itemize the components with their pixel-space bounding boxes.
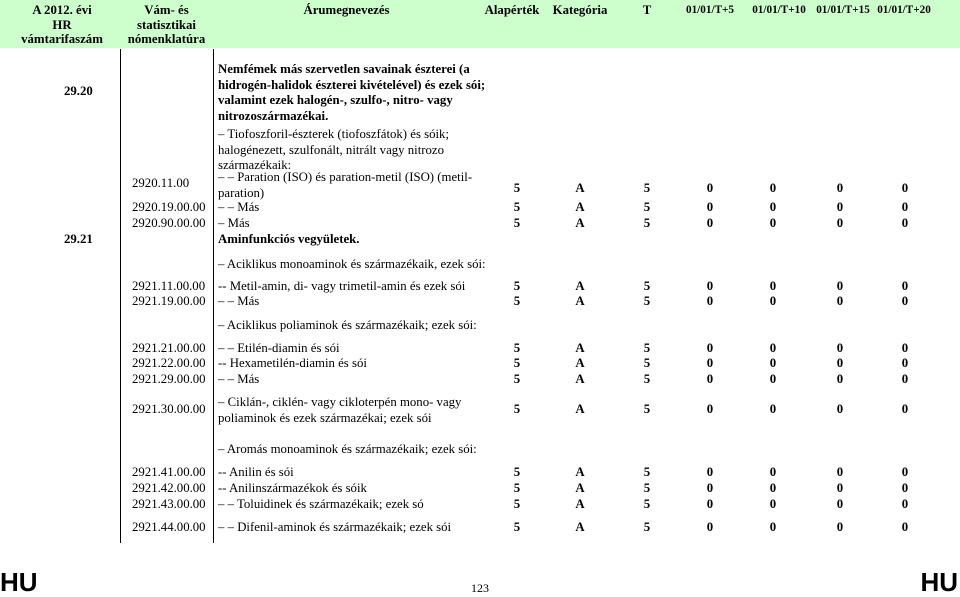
header-hs-code-line: A 2012. évi (32, 3, 92, 17)
category: A (575, 465, 585, 479)
tariff-row (0, 497, 960, 513)
description-line: – – Toluidinek és származékaik; ezek só (218, 497, 424, 511)
rate-t10: 0 (769, 279, 777, 293)
description-line: valamint ezek halogén-, szulfo-, nitro- vagy (218, 93, 453, 107)
header-t5: 01/01/T+5 (685, 4, 735, 16)
description-line: -- Anilinszármazékok és sóik (218, 481, 367, 495)
rate-t: 5 (643, 181, 651, 195)
header-t15: 01/01/T+15 (816, 4, 870, 16)
base-rate: 5 (513, 465, 521, 479)
rate-t5: 0 (706, 279, 714, 293)
tariff-row (0, 232, 960, 248)
rate-t: 5 (643, 356, 651, 370)
rate-t20: 0 (901, 294, 909, 308)
description-line: – – Etilén-diamin és sói (218, 341, 340, 355)
base-rate: 5 (513, 497, 521, 511)
base-rate: 5 (513, 520, 521, 534)
base-rate: 5 (513, 372, 521, 386)
cn-code: 2921.21.00.00 (132, 341, 206, 355)
rate-t20: 0 (901, 402, 909, 416)
rate-t15: 0 (836, 520, 844, 534)
rate-t20: 0 (901, 356, 909, 370)
category: A (575, 497, 585, 511)
rate-t20: 0 (901, 465, 909, 479)
rate-t: 5 (643, 481, 651, 495)
description-line: – – Difenil-aminok és származékaik; ezek sói (218, 520, 452, 534)
header-description: Árumegnevezés (303, 3, 390, 17)
rate-t5: 0 (706, 497, 714, 511)
rates (0, 279, 960, 295)
rate-t20: 0 (901, 372, 909, 386)
goods-description (218, 127, 449, 174)
base-rate: 5 (513, 356, 521, 370)
tariff-row (0, 294, 960, 310)
description-line: – – Paration (ISO) és paration-metil (ISO) (metil- (218, 170, 473, 184)
rate-t: 5 (643, 465, 651, 479)
description-line: paration) (218, 185, 265, 200)
rate-t: 5 (643, 402, 651, 416)
goods-description (218, 442, 477, 458)
tariff-row (0, 481, 960, 497)
description-line: halogénezett, szulfonált, nitrált vagy nitrozo (218, 142, 445, 157)
rate-t15: 0 (836, 294, 844, 308)
description-line: -- Metil-amin, di- vagy trimetil-amin és ezek sói (218, 279, 466, 293)
tariff-row (0, 257, 960, 273)
base-rate: 5 (513, 481, 521, 495)
rate-t20: 0 (901, 341, 909, 355)
rate-t15: 0 (836, 465, 844, 479)
description-line: – Ciklán-, ciklén- vagy cikloterpén mono- vagy (218, 395, 462, 409)
tariff-row (0, 279, 960, 295)
rate-t10: 0 (769, 497, 777, 511)
rate-t5: 0 (706, 465, 714, 479)
rate-t15: 0 (836, 402, 844, 416)
category: A (575, 181, 585, 195)
tariff-row (0, 318, 960, 334)
rate-t5: 0 (706, 372, 714, 386)
rate-t5: 0 (706, 181, 714, 195)
rate-t: 5 (643, 341, 651, 355)
tariff-row (0, 372, 960, 388)
cn-code: 2920.90.00.00 (132, 216, 206, 230)
rate-t15: 0 (836, 200, 844, 214)
description-line: hidrogén-halidok észterei kivételével) és ezek sói; (218, 77, 486, 92)
rate-t15: 0 (836, 341, 844, 355)
tariff-row (0, 465, 960, 481)
cn-code: 2921.22.00.00 (132, 356, 206, 370)
rates (0, 465, 960, 481)
hs-heading-code: 29.21 (64, 232, 93, 246)
rate-t5: 0 (706, 402, 714, 416)
rate-t: 5 (643, 216, 651, 230)
cn-code: 2920.19.00.00 (132, 200, 206, 214)
category: A (575, 520, 585, 534)
category: A (575, 372, 585, 386)
rate-t5: 0 (706, 341, 714, 355)
rate-t: 5 (643, 372, 651, 386)
category: A (575, 294, 585, 308)
rates (0, 356, 960, 372)
tariff-row (0, 216, 960, 232)
description-line: poliaminok és ezek származékai; ezek sói (218, 410, 432, 425)
footer-country-left: HU (0, 567, 38, 597)
description-line: Nemfémek más szervetlen savainak észterei (a (218, 62, 470, 76)
cn-code: 2921.41.00.00 (132, 465, 206, 479)
cn-code: 2921.42.00.00 (132, 481, 206, 495)
rate-t10: 0 (769, 402, 777, 416)
cn-code: 2921.30.00.00 (132, 402, 206, 416)
header-cn-code-line: Vám- és (144, 3, 189, 17)
rate-t20: 0 (901, 279, 909, 293)
rates (0, 200, 960, 216)
goods-description (218, 232, 359, 248)
rate-t: 5 (643, 520, 651, 534)
tariff-row (0, 395, 960, 425)
rate-t5: 0 (706, 356, 714, 370)
base-rate: 5 (513, 181, 521, 195)
rates (0, 216, 960, 232)
category: A (575, 356, 585, 370)
goods-description (218, 257, 486, 273)
category: A (575, 216, 585, 230)
tariff-row (0, 341, 960, 357)
tariff-row (0, 356, 960, 372)
description-line: származékaik: (218, 158, 292, 172)
cn-code: 2921.29.00.00 (132, 372, 206, 386)
description-line: – Aromás monoaminok és származékaik; ezek sói: (218, 442, 477, 456)
rate-t20: 0 (901, 497, 909, 511)
tariff-row (0, 62, 960, 123)
rates (0, 402, 960, 418)
description-line: – Aciklikus monoaminok és származékaik, ezek sói: (218, 257, 486, 271)
base-rate: 5 (513, 402, 521, 416)
rate-t5: 0 (706, 216, 714, 230)
rate-t10: 0 (769, 200, 777, 214)
rate-t5: 0 (706, 200, 714, 214)
cn-code: 2921.11.00.00 (132, 279, 206, 293)
rate-t15: 0 (836, 356, 844, 370)
base-rate: 5 (513, 216, 521, 230)
rate-t10: 0 (769, 216, 777, 230)
rate-t10: 0 (769, 520, 777, 534)
rates (0, 341, 960, 357)
rates (0, 181, 960, 197)
rates (0, 520, 960, 536)
rate-t15: 0 (836, 279, 844, 293)
cn-code: 2921.44.00.00 (132, 520, 206, 534)
rate-t15: 0 (836, 372, 844, 386)
description-line: -- Anilin és sói (218, 465, 294, 479)
rate-t20: 0 (901, 181, 909, 195)
rates (0, 294, 960, 310)
category: A (575, 341, 585, 355)
rate-t15: 0 (836, 216, 844, 230)
header-cn-code-line: nómenklatúra (127, 32, 206, 46)
goods-description (218, 62, 485, 124)
rate-t: 5 (643, 497, 651, 511)
base-rate: 5 (513, 341, 521, 355)
category: A (575, 481, 585, 495)
hs-heading-code: 29.20 (64, 84, 93, 98)
description-line: Aminfunkciós vegyületek. (218, 232, 360, 246)
rate-t10: 0 (769, 356, 777, 370)
rate-t5: 0 (706, 481, 714, 495)
header-t10: 01/01/T+10 (752, 4, 806, 16)
table-header (0, 0, 960, 48)
base-rate: 5 (513, 279, 521, 293)
rate-t5: 0 (706, 294, 714, 308)
rate-t5: 0 (706, 520, 714, 534)
goods-description (218, 318, 477, 334)
description-line: – – Más (218, 200, 260, 214)
header-category: Kategória (552, 3, 608, 17)
rates (0, 481, 960, 497)
rate-t10: 0 (769, 465, 777, 479)
category: A (575, 279, 585, 293)
tariff-row (0, 442, 960, 458)
tariff-row (0, 520, 960, 536)
header-t: T (642, 3, 652, 17)
cn-code: 2921.19.00.00 (132, 294, 206, 308)
rates (0, 372, 960, 388)
rate-t10: 0 (769, 372, 777, 386)
header-t20: 01/01/T+20 (877, 4, 931, 16)
page-number: 123 (471, 581, 489, 595)
description-line: – – Más (218, 294, 260, 308)
tariff-row (0, 200, 960, 216)
description-line: -- Hexametilén-diamin és sói (218, 356, 367, 370)
rate-t15: 0 (836, 497, 844, 511)
description-line: – Más (218, 216, 250, 230)
rate-t15: 0 (836, 481, 844, 495)
rate-t20: 0 (901, 216, 909, 230)
rate-t10: 0 (769, 481, 777, 495)
tariff-row (0, 127, 960, 172)
rate-t20: 0 (901, 481, 909, 495)
description-line: – Aciklikus poliaminok és származékaik; ezek sói: (218, 318, 477, 332)
rate-t20: 0 (901, 520, 909, 534)
description-line: – Tiofoszforil-észterek (tiofoszfátok) és sóik; (218, 127, 450, 141)
header-hs-code-line: vámtarifaszám (21, 32, 103, 46)
base-rate: 5 (513, 200, 521, 214)
rate-t: 5 (643, 200, 651, 214)
category: A (575, 402, 585, 416)
category: A (575, 200, 585, 214)
rate-t: 5 (643, 294, 651, 308)
footer-country-right: HU (920, 567, 958, 597)
cn-code: 2920.11.00 (132, 176, 190, 190)
header-hs-code-line: HR (52, 17, 72, 32)
description-line: nitrozoszármazékai. (218, 108, 329, 123)
description-line: – – Más (218, 372, 260, 386)
rate-t10: 0 (769, 181, 777, 195)
tariff-row (0, 170, 960, 200)
header-base-rate: Alapérték (484, 3, 540, 17)
cn-code: 2921.43.00.00 (132, 497, 206, 511)
header-cn-code-line: statisztikai (136, 17, 196, 32)
rate-t20: 0 (901, 200, 909, 214)
rate-t: 5 (643, 279, 651, 293)
rate-t10: 0 (769, 341, 777, 355)
header-cn-code (120, 3, 213, 47)
rate-t15: 0 (836, 181, 844, 195)
rate-t10: 0 (769, 294, 777, 308)
base-rate: 5 (513, 294, 521, 308)
rates (0, 497, 960, 513)
header-hs-code (0, 3, 124, 47)
